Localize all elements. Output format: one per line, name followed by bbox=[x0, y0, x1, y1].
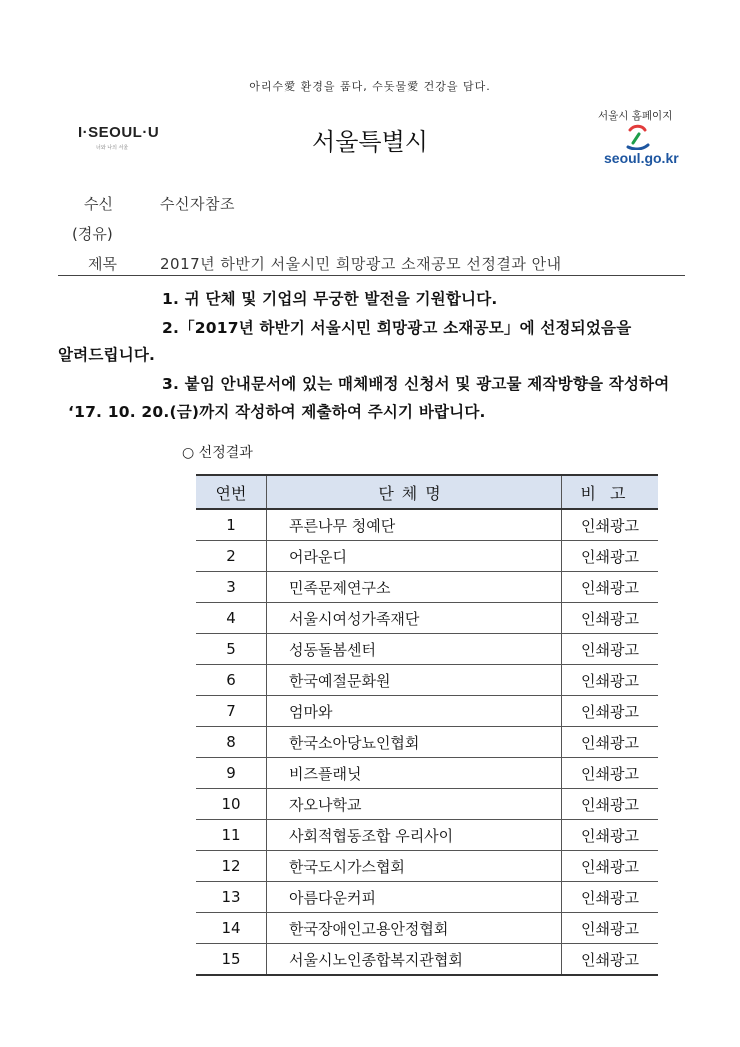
section-title: ○ 선정결과 bbox=[182, 445, 253, 461]
organization-name: 비즈플래닛 bbox=[267, 758, 562, 789]
table-row bbox=[196, 541, 658, 572]
row-number: 1 bbox=[196, 509, 267, 541]
results-table bbox=[196, 474, 658, 976]
row-number: 3 bbox=[196, 572, 267, 603]
row-number: 9 bbox=[196, 758, 267, 789]
paragraph-2-line-2: 알려드립니다. bbox=[58, 346, 156, 364]
row-note: 인쇄광고 bbox=[562, 727, 659, 758]
row-number: 7 bbox=[196, 696, 267, 727]
organization-name: 서울시여성가족재단 bbox=[267, 603, 562, 634]
row-number: 11 bbox=[196, 820, 267, 851]
table-row bbox=[196, 851, 658, 882]
organization-name: 한국소아당뇨인협회 bbox=[267, 727, 562, 758]
row-note: 인쇄광고 bbox=[562, 944, 659, 976]
table-row bbox=[196, 509, 658, 541]
paragraph-2-line-1: 2.「2017년 하반기 서울시민 희망광고 소재공모」에 선정되었음을 bbox=[162, 319, 632, 337]
row-note: 인쇄광고 bbox=[562, 913, 659, 944]
logo-subtext: 너와 나의 서울 bbox=[96, 145, 129, 151]
organization-name: 아름다운커피 bbox=[267, 882, 562, 913]
row-note: 인쇄광고 bbox=[562, 820, 659, 851]
table-row bbox=[196, 882, 658, 913]
paragraph-1: 1. 귀 단체 및 기업의 무궁한 발전을 기원합니다. bbox=[162, 290, 498, 308]
table-row bbox=[196, 665, 658, 696]
row-note: 인쇄광고 bbox=[562, 758, 659, 789]
organization-name: 한국예절문화원 bbox=[267, 665, 562, 696]
row-note: 인쇄광고 bbox=[562, 696, 659, 727]
row-note: 인쇄광고 bbox=[562, 665, 659, 696]
row-number: 4 bbox=[196, 603, 267, 634]
table-header-row bbox=[196, 475, 658, 509]
table-row bbox=[196, 572, 658, 603]
table-row bbox=[196, 603, 658, 634]
row-note: 인쇄광고 bbox=[562, 541, 659, 572]
organization-name: 서울시노인종합복지관협회 bbox=[267, 944, 562, 976]
organization-name: 성동돌봄센터 bbox=[267, 634, 562, 665]
subject-value: 2017년 하반기 서울시민 희망광고 소재공모 선정결과 안내 bbox=[160, 255, 562, 273]
header-divider bbox=[58, 275, 685, 276]
row-number: 12 bbox=[196, 851, 267, 882]
organization-name: 사회적협동조합 우리사이 bbox=[267, 820, 562, 851]
paragraph-3-line-2: ‘17. 10. 20.(금)까지 작성하여 제출하여 주시기 바랍니다. bbox=[68, 403, 486, 421]
row-note: 인쇄광고 bbox=[562, 882, 659, 913]
table-row bbox=[196, 820, 658, 851]
table-row bbox=[196, 758, 658, 789]
table-row bbox=[196, 789, 658, 820]
recipient-value: 수신자참조 bbox=[160, 195, 235, 213]
row-number: 6 bbox=[196, 665, 267, 696]
row-note: 인쇄광고 bbox=[562, 572, 659, 603]
page-title: 서울특별시 bbox=[312, 128, 428, 156]
i-seoul-u-logo: I·SEOUL·U bbox=[78, 124, 160, 141]
row-number: 13 bbox=[196, 882, 267, 913]
row-number: 8 bbox=[196, 727, 267, 758]
recipient-label: 수신 bbox=[84, 195, 113, 213]
row-note: 인쇄광고 bbox=[562, 851, 659, 882]
column-header-note: 비고 bbox=[562, 475, 659, 509]
organization-name: 어라운디 bbox=[267, 541, 562, 572]
table-row bbox=[196, 727, 658, 758]
organization-name: 한국장애인고용안정협회 bbox=[267, 913, 562, 944]
row-note: 인쇄광고 bbox=[562, 634, 659, 665]
paragraph-3-line-1: 3. 붙임 안내문서에 있는 매체배정 신청서 및 광고물 제작방향을 작성하여 bbox=[162, 375, 670, 393]
table-row bbox=[196, 913, 658, 944]
row-note: 인쇄광고 bbox=[562, 603, 659, 634]
organization-name: 자오나학교 bbox=[267, 789, 562, 820]
organization-name: 한국도시가스협회 bbox=[267, 851, 562, 882]
row-number: 10 bbox=[196, 789, 267, 820]
row-note: 인쇄광고 bbox=[562, 509, 659, 541]
row-note: 인쇄광고 bbox=[562, 789, 659, 820]
slogan: 아리수愛 환경을 품다, 수돗물愛 건강을 담다. bbox=[249, 80, 491, 93]
table-row bbox=[196, 944, 658, 976]
row-number: 15 bbox=[196, 944, 267, 976]
subject-label: 제목 bbox=[88, 255, 117, 273]
via-label: (경유) bbox=[72, 225, 113, 243]
organization-name: 푸른나무 청예단 bbox=[267, 509, 562, 541]
homepage-label: 서울시 홈페이지 bbox=[598, 110, 673, 122]
column-header-name: 단체명 bbox=[267, 475, 562, 509]
organization-name: 엄마와 bbox=[267, 696, 562, 727]
seoul-logo-icon bbox=[624, 124, 652, 150]
row-number: 2 bbox=[196, 541, 267, 572]
row-number: 5 bbox=[196, 634, 267, 665]
table-row bbox=[196, 634, 658, 665]
homepage-url[interactable]: seoul.go.kr bbox=[604, 150, 679, 166]
row-number: 14 bbox=[196, 913, 267, 944]
organization-name: 민족문제연구소 bbox=[267, 572, 562, 603]
table-row bbox=[196, 696, 658, 727]
column-header-no: 연번 bbox=[196, 475, 267, 509]
